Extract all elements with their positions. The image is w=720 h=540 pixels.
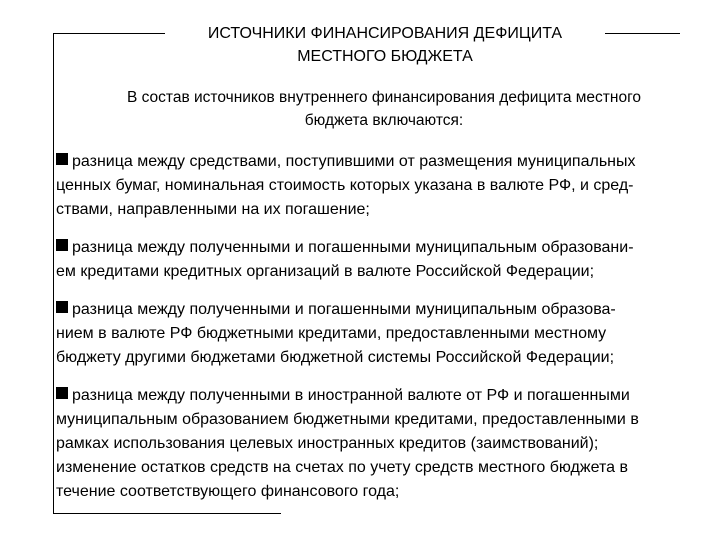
- item-text: изменение остатков средств на счетах по учету средств местного бюджета в: [56, 459, 628, 476]
- item-text: разница между полученными в иностранной валюте от РФ и погашенными: [72, 387, 630, 404]
- item-text: ем кредитами кредитных организаций в валюте Российской Федерации;: [56, 263, 595, 280]
- item-text: ствами, направленными на их погашение;: [56, 201, 370, 218]
- title-line-1: ИСТОЧНИКИ ФИНАНСИРОВАНИЯ ДЕФИЦИТА: [207, 25, 563, 42]
- list-item: [56, 150, 716, 222]
- item-text: бюджету другими бюджетами бюджетной системы Российской Федерации;: [56, 349, 615, 366]
- slide-title: [165, 22, 605, 68]
- frame-top-left-line: [53, 33, 165, 34]
- item-text: разница между полученными и погашенными муниципальным образовани-: [72, 239, 634, 256]
- title-line-2: МЕСТНОГО БЮДЖЕТА: [297, 48, 473, 65]
- intro-line-2: бюджета включаются:: [304, 112, 464, 129]
- frame-left-line: [53, 33, 54, 513]
- item-text: нием в валюте РФ бюджетными кредитами, предоставленными местному: [56, 325, 607, 342]
- list-item: [56, 298, 716, 370]
- square-bullet-icon: [56, 301, 68, 313]
- item-text: разница между полученными и погашенными муниципальным образова-: [72, 301, 616, 318]
- item-text: течение соответствующего финансового года;: [56, 483, 400, 500]
- square-bullet-icon: [56, 239, 68, 251]
- frame-top-right-line: [605, 33, 680, 34]
- square-bullet-icon: [56, 153, 68, 165]
- intro-text: [70, 86, 698, 132]
- list-item: [56, 236, 716, 284]
- item-text: разница между средствами, поступившими от размещения муниципальных: [72, 153, 636, 170]
- item-text: ценных бумаг, номинальная стоимость которых указана в валюте РФ, и сред-: [56, 177, 634, 194]
- square-bullet-icon: [56, 387, 68, 399]
- frame-bottom-line: [53, 513, 281, 514]
- item-text: рамках использования целевых иностранных кредитов (заимствований);: [56, 435, 599, 452]
- list-item: [56, 384, 716, 504]
- item-text: муниципальным образованием бюджетными кредитами, предоставленными в: [56, 411, 639, 428]
- intro-line-1: В состав источников внутреннего финансирования дефицита местного: [126, 89, 641, 106]
